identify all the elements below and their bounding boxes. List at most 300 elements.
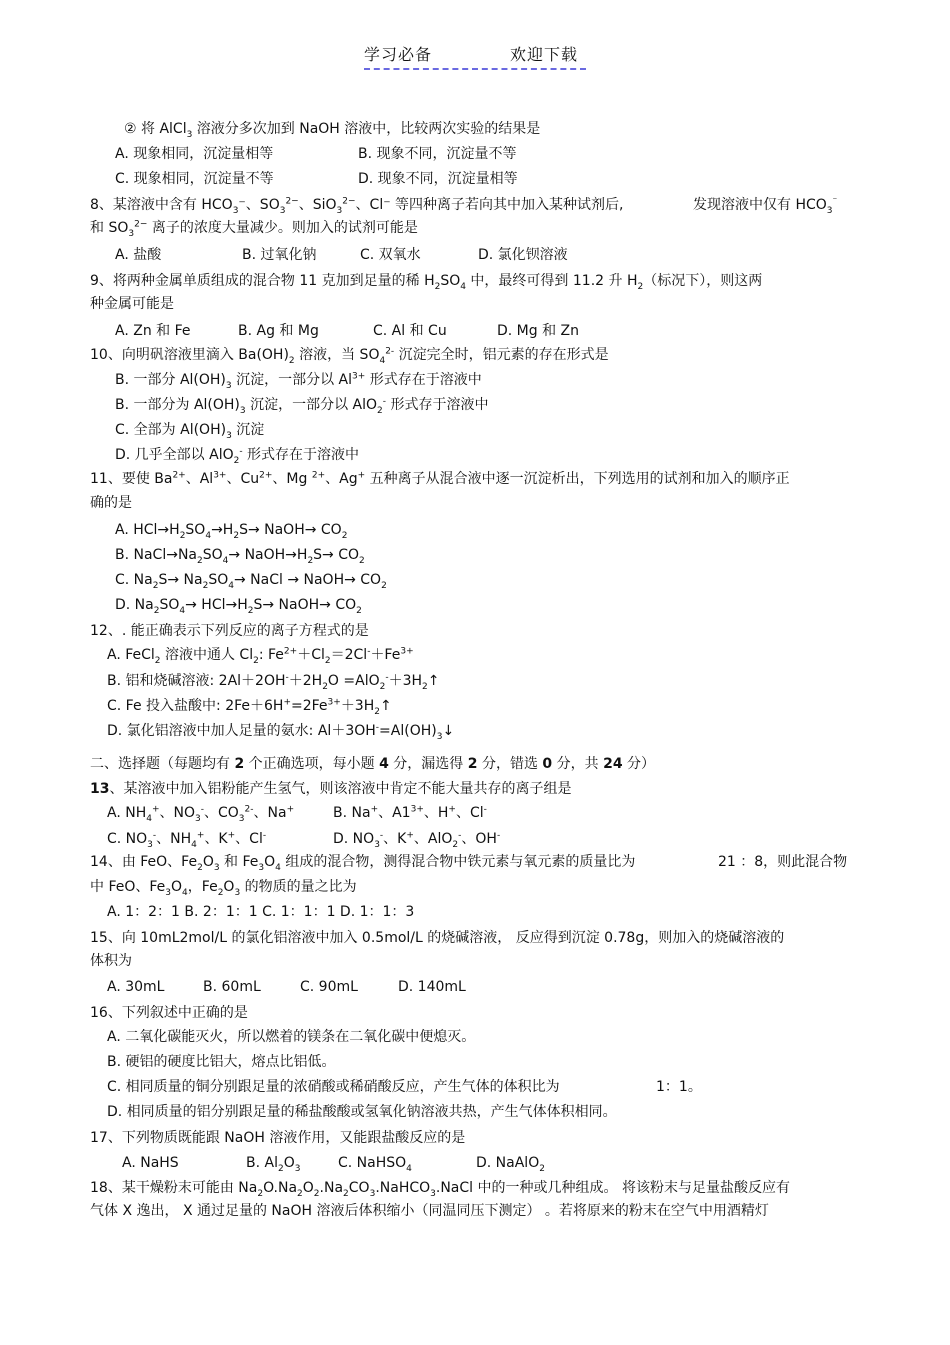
text-segment: 、CO xyxy=(204,805,239,821)
text-line xyxy=(90,852,635,872)
text-segment: O xyxy=(283,1155,295,1171)
text-segment: 8、某溶液中含有 HCO xyxy=(90,197,233,213)
text-line xyxy=(338,1153,412,1173)
text-segment: 2 xyxy=(341,530,348,541)
text-line xyxy=(107,645,414,665)
text-segment: ＋3H xyxy=(340,698,375,714)
text-segment: - xyxy=(385,672,389,683)
text-segment: 3 xyxy=(226,430,232,441)
text-segment: 3+ xyxy=(352,371,366,382)
text-segment: 3 xyxy=(234,887,241,898)
text-segment: 11、要使 Ba xyxy=(90,471,173,487)
text-segment: 形式存于溶液中 xyxy=(386,397,489,413)
text-segment: .Na xyxy=(319,1180,344,1196)
text-segment: 3 xyxy=(239,405,246,416)
text-segment: 15、向 10mL2mol/L 的氯化铝溶液中加入 0.5mol/L 的烧碱溶液， 反应得到沉淀 0.78g，则加入的烧碱溶液的 xyxy=(90,930,785,946)
text-segment: .NaHCO xyxy=(375,1180,431,1196)
text-segment: C. NaHSO xyxy=(338,1155,407,1171)
text-segment: =2Fe xyxy=(290,698,328,714)
text-line xyxy=(115,570,387,590)
text-segment: 中 FeO、Fe xyxy=(90,879,166,895)
text-segment: 、Ag xyxy=(325,471,358,487)
text-segment: 体积为 xyxy=(90,953,132,969)
text-segment: 2 xyxy=(322,681,328,692)
text-segment: S→ Na xyxy=(158,572,203,588)
text-segment: 发现溶液中仅有 HCO xyxy=(693,197,827,213)
text-segment: 3 xyxy=(186,129,193,140)
text-segment: 2 xyxy=(297,1188,303,1199)
text-segment: - xyxy=(483,804,487,815)
text-segment: 2 xyxy=(379,681,386,692)
text-segment: 2 xyxy=(356,605,362,616)
text-segment: O xyxy=(202,854,214,870)
text-segment: B. Ag 和 Mg xyxy=(238,323,319,339)
text-line xyxy=(360,245,421,265)
text-segment: 2 xyxy=(422,681,428,692)
text-segment: A. NH xyxy=(107,805,147,821)
text-line xyxy=(90,877,357,897)
text-line xyxy=(90,1128,465,1148)
text-segment: S→ CO xyxy=(313,547,360,563)
text-segment: O =AlO xyxy=(327,673,380,689)
text-segment: 4 xyxy=(179,605,186,616)
text-segment: + xyxy=(370,804,379,815)
text-line xyxy=(115,520,347,540)
text-segment: 2 xyxy=(233,530,240,541)
text-line xyxy=(115,169,274,189)
text-segment: - xyxy=(152,830,157,841)
text-segment: 溶液分多次加到 NaOH 溶液中，比较两次实验的结果是 xyxy=(192,121,541,137)
text-segment: A. FeCl xyxy=(107,647,155,663)
text-segment: ，Fe xyxy=(187,879,218,895)
text-segment: 2 xyxy=(637,281,644,292)
text-segment: 2+ xyxy=(259,470,273,481)
text-line xyxy=(90,754,655,774)
text-segment: A. NaHS xyxy=(122,1155,179,1171)
text-segment: 、OH xyxy=(461,831,497,847)
text-segment: SO xyxy=(185,522,206,538)
text-segment: B. 过氧化钠 xyxy=(242,247,317,263)
text-segment: 溶液，当 SO xyxy=(294,347,380,363)
text-segment: S→ NaOH→ CO xyxy=(239,522,342,538)
text-segment: 和 Fe xyxy=(219,854,259,870)
text-line xyxy=(90,469,790,489)
text-segment: 分，错选 xyxy=(477,756,543,772)
text-segment: 形式存在于溶液中 xyxy=(365,372,482,388)
text-segment: 2 xyxy=(234,756,245,772)
text-segment: 形式存在于溶液中 xyxy=(242,447,360,463)
text-line xyxy=(115,395,488,415)
text-segment: → NaOH→H xyxy=(228,547,308,563)
text-segment: B. 硬铝的硬度比铝大，熔点比铝低。 xyxy=(107,1054,336,1070)
text-line xyxy=(107,1027,475,1047)
text-segment: 4 xyxy=(379,355,386,366)
text-line xyxy=(497,321,579,341)
text-segment: 4 xyxy=(205,530,212,541)
text-segment: + xyxy=(448,804,456,815)
text-segment: 、K xyxy=(383,831,407,847)
text-segment: 沉淀，一部分以 Al xyxy=(231,372,353,388)
text-segment: C. 全部为 Al(OH) xyxy=(115,422,227,438)
text-line xyxy=(90,779,571,799)
text-line xyxy=(115,245,161,265)
text-segment: + xyxy=(283,697,291,708)
text-segment: A. 二氧化碳能灭火，所以燃着的镁条在二氧化碳中便熄灭。 xyxy=(107,1029,476,1045)
text-segment: A. HCl→H xyxy=(115,522,180,538)
text-segment: D. 氯化铝溶液中加人足量的氨水: Al＋3OH xyxy=(107,723,376,739)
text-segment: ↓ xyxy=(442,723,455,739)
text-segment: ＋Fe xyxy=(370,647,401,663)
text-segment: SO xyxy=(202,547,223,563)
text-segment: 3 xyxy=(225,380,232,391)
text-segment: A. 盐酸 xyxy=(115,247,162,263)
text-segment: 分） xyxy=(622,756,656,772)
text-segment: 17、下列物质既能跟 NaOH 溶液作用，又能跟盐酸反应的是 xyxy=(90,1130,466,1146)
text-segment: 确的是 xyxy=(90,495,132,511)
text-segment: 2 xyxy=(233,455,240,466)
text-segment: C. 90mL xyxy=(300,979,358,995)
text-segment: 二、选择题（每题均有 xyxy=(90,756,235,772)
text-segment: 2 xyxy=(539,1163,545,1174)
text-line xyxy=(115,144,273,164)
text-segment: 3 xyxy=(238,813,245,824)
text-line xyxy=(90,345,609,365)
text-segment: 4 xyxy=(228,580,234,591)
text-segment: + xyxy=(286,804,295,815)
text-segment: C. NO xyxy=(107,831,148,847)
text-line xyxy=(90,951,132,971)
text-segment: →H xyxy=(211,522,234,538)
text-segment: 2 xyxy=(434,281,441,292)
text-segment: 2- xyxy=(385,346,395,357)
text-segment: - xyxy=(200,804,204,815)
text-segment: A. 现象相同，沉淀量相等 xyxy=(115,146,274,162)
text-line xyxy=(107,829,266,849)
text-line xyxy=(90,271,762,291)
text-line xyxy=(242,245,317,265)
text-segment: 、Cu xyxy=(226,471,260,487)
text-segment: SO xyxy=(159,597,180,613)
text-line xyxy=(107,671,440,691)
text-segment: 2+ xyxy=(311,470,326,481)
text-segment: 2 xyxy=(247,605,254,616)
text-segment: B. 现象不同，沉淀量不等 xyxy=(358,146,517,162)
text-segment: 2 xyxy=(197,555,203,566)
text-segment: 18、某干燥粉末可能由 Na xyxy=(90,1180,258,1196)
text-segment: D. 140mL xyxy=(398,979,466,995)
text-segment: .NaCl 中的一种或几种组成。 将该粉末与足量盐酸反应有 xyxy=(435,1180,790,1196)
text-segment: D. 几乎全部以 AlO xyxy=(115,447,234,463)
text-segment: - xyxy=(375,722,380,733)
text-segment: 16、下列叙述中正确的是 xyxy=(90,1005,248,1021)
text-line xyxy=(203,977,261,997)
text-segment: → NaCl → NaOH→ CO xyxy=(233,572,382,588)
text-segment: C. Na xyxy=(115,572,153,588)
text-line xyxy=(246,1153,300,1173)
text-segment: 3 xyxy=(258,862,265,873)
text-segment: 、H xyxy=(423,805,449,821)
text-segment: 4 xyxy=(182,887,188,898)
text-segment: 2 xyxy=(277,1163,284,1174)
text-segment: 2 xyxy=(381,580,387,591)
text-segment: 2 xyxy=(257,1188,264,1199)
text-line xyxy=(90,928,784,948)
text-segment: 2 xyxy=(324,655,331,666)
text-segment: 24 xyxy=(603,756,623,772)
text-segment: 2- xyxy=(244,804,254,815)
text-segment: ↑ xyxy=(427,673,440,689)
text-segment: B. Al xyxy=(246,1155,278,1171)
text-segment: 2 xyxy=(179,530,186,541)
text-segment: - xyxy=(382,396,387,407)
text-segment: B. 一部分为 Al(OH) xyxy=(115,397,240,413)
text-segment: 3 xyxy=(165,887,172,898)
text-segment: O xyxy=(171,879,183,895)
text-segment: 、Cl xyxy=(235,831,263,847)
text-segment: O xyxy=(264,854,276,870)
text-segment: - xyxy=(458,830,462,841)
text-segment: 气体 X 逸出， X 通过足量的 NaOH 溶液后体积缩小（同温同压下测定） 。若将原来的粉末在空气中用酒精灯 xyxy=(90,1203,769,1219)
text-line xyxy=(107,696,392,716)
text-segment: CO xyxy=(348,1180,370,1196)
text-segment: 4 xyxy=(222,555,229,566)
text-segment: 、Na xyxy=(253,805,287,821)
text-segment: 2 xyxy=(313,1188,320,1199)
text-segment: 2 xyxy=(307,555,314,566)
text-segment: 4 xyxy=(275,862,281,873)
text-segment: 中，最终可得到 11.2 升 H xyxy=(465,273,638,289)
text-segment: 3+ xyxy=(327,697,341,708)
text-segment: 2+ xyxy=(283,646,298,657)
text-segment: 、NO xyxy=(159,805,196,821)
text-segment: 3 xyxy=(128,228,135,239)
text-line xyxy=(90,1003,248,1023)
text-line xyxy=(122,1153,179,1173)
text-line xyxy=(693,195,837,215)
text-segment: 2 xyxy=(452,839,459,850)
text-segment: ＝2Cl xyxy=(330,647,368,663)
text-segment: SO xyxy=(440,273,461,289)
text-segment: 组成的混合物，测得混合物中铁元素与氧元素的质量比为 xyxy=(280,854,636,870)
text-segment: D. Na xyxy=(115,597,154,613)
text-segment: → HCl→H xyxy=(185,597,248,613)
text-segment: 个正确选项，每小题 xyxy=(244,756,380,772)
text-segment: S→ NaOH→ CO xyxy=(253,597,357,613)
text-line xyxy=(90,493,132,513)
text-segment: 种金属可能是 xyxy=(90,296,174,312)
text-segment: （标况下），则这两 xyxy=(643,273,763,289)
text-segment: + xyxy=(196,830,205,841)
text-line xyxy=(718,852,847,872)
text-segment: - xyxy=(262,830,267,841)
text-segment: 4 xyxy=(191,839,197,850)
text-segment: 沉淀，一部分以 AlO xyxy=(245,397,378,413)
text-segment: 2 xyxy=(374,706,380,717)
text-segment: ⁻、SO xyxy=(238,197,280,213)
text-segment: 、AlO xyxy=(413,831,453,847)
text-segment: 分，漏选得 xyxy=(388,756,468,772)
text-segment: B. 一部分 Al(OH) xyxy=(115,372,226,388)
text-line xyxy=(478,245,568,265)
page-header xyxy=(364,42,586,70)
text-segment: ＋3H xyxy=(388,673,423,689)
text-segment: 3 xyxy=(232,205,239,216)
text-line xyxy=(358,169,518,189)
text-line xyxy=(107,721,454,741)
text-segment: 的物质的量之比为 xyxy=(240,879,357,895)
text-line xyxy=(90,218,418,238)
text-segment: + xyxy=(406,830,414,841)
text-segment: : Fe xyxy=(258,647,284,663)
text-line xyxy=(115,321,191,341)
text-segment: 10、向明矾溶液里滴入 Ba(OH) xyxy=(90,347,289,363)
text-segment: 14、由 FeO、Fe xyxy=(90,854,198,870)
text-line xyxy=(107,977,164,997)
text-segment: 、A1 xyxy=(378,805,411,821)
text-line xyxy=(124,119,540,139)
text-segment: 9、将两种金属单质组成的混合物 11 克加到足量的稀 H xyxy=(90,273,435,289)
text-segment: - xyxy=(367,646,371,657)
header-left-text: 学习必备 xyxy=(364,45,433,64)
text-segment: 、Al xyxy=(185,471,214,487)
text-line xyxy=(115,370,482,390)
text-segment: 、SiO xyxy=(298,197,337,213)
text-segment: B. 铝和烧碱溶液: 2Al＋2OH xyxy=(107,673,286,689)
text-segment: 、Mg xyxy=(272,471,312,487)
text-segment: D. 现象不同，沉淀量相等 xyxy=(358,171,518,187)
text-line xyxy=(115,595,362,615)
text-line xyxy=(90,294,174,314)
text-line xyxy=(300,977,358,997)
text-segment: 0 xyxy=(542,756,553,772)
text-segment: 3+ xyxy=(400,646,414,657)
text-line xyxy=(107,803,294,823)
text-segment: 4 xyxy=(460,281,466,292)
text-segment: 沉淀 xyxy=(231,422,265,438)
text-segment: A. 30mL xyxy=(107,979,165,995)
text-line xyxy=(373,321,447,341)
text-segment: 4 xyxy=(406,1163,412,1174)
text-segment: - xyxy=(285,672,289,683)
text-segment: D. 相同质量的铝分别跟足量的稀盐酸酸或氢氧化钠溶液共热，产生气体体积相同。 xyxy=(107,1104,617,1120)
text-segment: C. 现象相同，沉淀量不等 xyxy=(115,171,274,187)
text-segment: + xyxy=(357,470,366,481)
text-segment: 3 xyxy=(436,731,443,742)
text-line xyxy=(398,977,466,997)
text-line xyxy=(656,1077,702,1097)
text-segment: SO xyxy=(208,572,229,588)
text-line xyxy=(333,829,500,849)
text-segment: C. Al 和 Cu xyxy=(373,323,447,339)
text-segment: 3 xyxy=(294,1163,301,1174)
text-segment: 溶液中通人 Cl xyxy=(160,647,254,663)
text-segment: ② 将 AlCl xyxy=(124,121,187,137)
text-segment: 、K xyxy=(204,831,228,847)
text-segment: 、NH xyxy=(156,831,192,847)
text-segment: 2 xyxy=(253,655,259,666)
text-segment: ↑ xyxy=(379,698,392,714)
text-segment: 、Cl xyxy=(455,805,484,821)
text-segment: 21 ：8，则此混合物 xyxy=(718,854,848,870)
text-segment: 、Cl⁻ 等四种离子若向其中加入某种试剂后, xyxy=(355,197,624,213)
text-line xyxy=(107,1052,336,1072)
text-line xyxy=(90,1178,790,1198)
text-segment: D. NaAlO xyxy=(476,1155,540,1171)
text-segment: C. Fe 投入盐酸中: 2Fe＋6H xyxy=(107,698,284,714)
text-segment: 3 xyxy=(213,862,220,873)
text-segment: 3 xyxy=(279,205,286,216)
text-segment: 4 xyxy=(379,756,389,772)
text-segment: 2− xyxy=(134,219,148,230)
text-segment: D. Mg 和 Zn xyxy=(497,323,580,339)
text-segment: 沉淀完全时，铝元素的存在形式是 xyxy=(394,347,609,363)
text-segment: 2 xyxy=(202,580,209,591)
text-segment: A. 1：2：1 B. 2：1：1 C. 1：1：1 D. 1：1：3 xyxy=(107,904,415,920)
text-segment: 离子的浓度大量减少。则加入的试剂可能是 xyxy=(147,220,418,236)
text-segment: 3 xyxy=(147,839,153,850)
text-line xyxy=(358,144,517,164)
text-segment: 2 xyxy=(467,756,478,772)
text-segment: =Al(OH) xyxy=(379,723,437,739)
text-segment: 2− xyxy=(342,196,356,207)
text-segment: 2 xyxy=(343,1188,349,1199)
text-line xyxy=(115,545,365,565)
text-line xyxy=(115,420,264,440)
text-line xyxy=(90,195,624,215)
text-segment: - xyxy=(496,830,501,841)
text-segment: A. Zn 和 Fe xyxy=(115,323,191,339)
text-segment: C. 相同质量的铜分别跟足量的浓硝酸或稀硝酸反应，产生气体的体积比为 xyxy=(107,1079,560,1095)
text-segment: 3+ xyxy=(410,804,424,815)
text-segment: 3 xyxy=(430,1188,436,1199)
text-line xyxy=(115,445,359,465)
text-segment: - xyxy=(379,830,384,841)
text-segment: 、某溶液中加入铝粉能产生氢气，则该溶液中肯定不能大量共存的离子组是 xyxy=(109,781,572,797)
text-segment: + xyxy=(227,830,236,841)
text-segment: 分，共 xyxy=(552,756,604,772)
text-segment: 2 xyxy=(217,887,224,898)
text-segment: D. NO xyxy=(333,831,375,847)
text-segment: 3 xyxy=(336,205,343,216)
text-line xyxy=(238,321,319,341)
text-segment: 2 xyxy=(359,555,365,566)
text-segment: B. Na xyxy=(333,805,371,821)
header-right-text: 欢迎下载 xyxy=(510,45,579,64)
text-segment: 3 xyxy=(826,205,833,216)
text-segment: D. 氯化钡溶液 xyxy=(478,247,568,263)
text-segment: 3 xyxy=(374,839,380,850)
text-segment: 3 xyxy=(195,813,201,824)
text-segment: 2 xyxy=(152,580,159,591)
text-segment: 2− xyxy=(285,196,299,207)
text-segment: 2 xyxy=(288,355,295,366)
text-line xyxy=(107,1077,560,1097)
text-segment: ＋Cl xyxy=(297,647,325,663)
text-line xyxy=(90,1201,769,1221)
text-segment: 13 xyxy=(90,781,110,797)
text-segment: 12、. 能正确表示下列反应的离子方程式的是 xyxy=(90,623,369,639)
text-segment: ⁻ xyxy=(832,196,838,207)
text-segment: 2 xyxy=(377,405,383,416)
text-segment: 五种离子从混合液中逐一沉淀析出，下列选用的试剂和加入的顺序正 xyxy=(365,471,790,487)
text-segment: 3+ xyxy=(213,470,227,481)
text-line xyxy=(333,803,487,823)
text-segment: 4 xyxy=(146,813,152,824)
text-segment: B. 60mL xyxy=(203,979,261,995)
text-segment: C. 双氧水 xyxy=(360,247,421,263)
text-segment: 2 xyxy=(154,655,161,666)
text-line xyxy=(107,902,414,922)
